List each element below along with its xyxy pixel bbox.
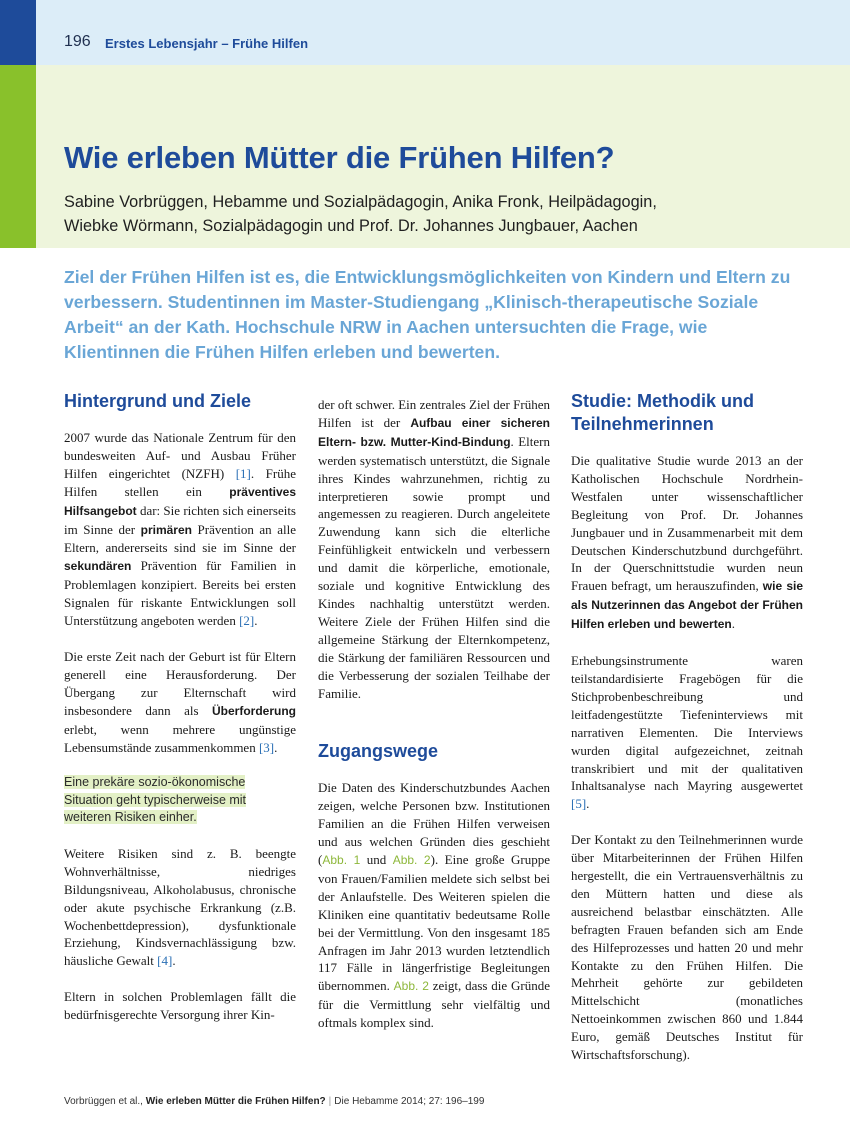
reference-link[interactable]: [1] xyxy=(235,465,251,481)
reference-link[interactable]: [4] xyxy=(157,953,173,969)
lead-paragraph: Ziel der Frühen Hilfen ist es, die Entwicklungsmöglichkeiten von Kindern und Eltern zu verbessern. Studentinnen im Master-Studiengang „Klinisch-therapeutische Soziale Arbeit“ an der Kath. Hochschule NRW in Aachen untersuchten die Frage, wie Klientinnen die Frühen Hilfen erleben und bewerten. xyxy=(64,267,791,362)
section-heading-hintergrund: Hintergrund und Ziele xyxy=(64,391,251,411)
column-3 xyxy=(571,390,803,1082)
paragraph: Erhebungsinstrumente waren teilstandardisierte Fragebögen für die Stichprobenbeschreibung und leitfadengestützte Tiefeninterviews mit narrativen Elementen. Die Interviews wurden digital aufgezeichnet, zeitnah transkribiert und mit der qualitativen Inhaltsanalyse nach Mayring ausgewertet [5]. xyxy=(571,653,803,812)
paragraph: Die erste Zeit nach der Geburt ist für Eltern generell eine Herausforderung. Der Übergang zur Elternschaft wird insbesondere dann als Überforderung erlebt, wenn mehrere ungünstige Lebensumstände zusammenkommen [3]. xyxy=(64,648,296,755)
header-accent-bar xyxy=(0,0,36,65)
authors xyxy=(64,190,824,238)
paragraph: Eltern in solchen Problemlagen fällt die bedürfnisgerechte Versorgung ihrer Kin- xyxy=(64,989,296,1023)
reference-link[interactable]: [5] xyxy=(571,796,587,812)
figure-link[interactable]: Abb. 1 xyxy=(322,853,361,868)
running-head: Erstes Lebensjahr – Frühe Hilfen xyxy=(105,36,309,51)
paragraph: der oft schwer. Ein zentrales Ziel der Frühen Hilfen ist der Aufbau einer sicheren Eltern- bzw. Mutter-Kind-Bindung. Eltern werden systematisch unterstützt, die Signale ihres Kindes wahrzunehmen, richtig zu interpretieren sowie prompt und angemessen zu reagieren. Durch angeleitete Zuwendung kann sich die elterliche Feinfühligkeit entwickeln und verbessern und damit die körperliche, emotionale, soziale und kognitive Entwicklung des Kindes nachhaltig unterstützt werden. Weitere Ziele der Frühen Hilfen sind die allgemeine Stärkung der Elternkompetenz, die Stärkung der familiären Ressourcen und die Verbesserung der sozialen Teilhabe der Familie. xyxy=(318,397,550,701)
page-number: 196 xyxy=(64,33,91,50)
column-2 xyxy=(318,396,550,1050)
authors-line-2: Wiebke Wörmann, Sozialpädagogin und Prof. Dr. Johannes Jungbauer, Aachen xyxy=(64,217,638,235)
reference-link[interactable]: [2] xyxy=(239,613,255,629)
footer-journal: Die Hebamme 2014; 27: 196–199 xyxy=(334,1096,485,1107)
title-accent-bar xyxy=(0,65,36,248)
header-band xyxy=(0,0,850,65)
paragraph: Weitere Risiken sind z. B. beengte Wohnverhältnisse, niedriges Bildungsniveau, Alkoholabusus, chronische oder akute psychische Erkrankung (z.B. Wochenbettdepression), dysfunktionale Erziehung, Kindsvernachlässigung bzw. häusliche Gewalt [4]. xyxy=(64,845,296,969)
article-title: Wie erleben Mütter die Frühen Hilfen? xyxy=(64,140,615,175)
paragraph: Der Kontakt zu den Teilnehmerinnen wurde über Mitarbeiterinnen der Frühen Hilfen hergestellt, die ein Vertrauensverhältnis zu den Müttern hatten und diese als ausreichend belastbar einschätzten. Alle befragten Frauen befanden sich am Ende des Hilfeprozesses und hatten 20 und mehr Kontakte zu den Frühen Hilfen. Die Mehrheit gehörte zur gebildeten Mittelschicht (monatliches Nettoeinkommen zwischen 860 und 1.844 Euro, gemäß Deutsches Institut für Wirtschaftsforschung). xyxy=(571,832,803,1063)
column-1 xyxy=(64,390,296,1042)
section-heading-studie: Studie: Methodik und Teilnehmerinnen xyxy=(571,391,754,434)
footer-article-title: Wie erleben Mütter die Frühen Hilfen? xyxy=(145,1096,326,1107)
figure-link[interactable]: Abb. 2 xyxy=(393,979,429,994)
paragraph: Die qualitative Studie wurde 2013 an der Katholischen Hochschule Nordrhein-Westfalen unter wissenschaftlicher Begleitung von Prof. Dr. Johannes Jungbauer und in Zusammenarbeit mit dem Deutschen Kinderschutzbund durchgeführt. In der Querschnittstudie wurden neun Frauen befragt, um herauszufinden, wie sie als Nutzerinnen das Angebot der Frühen Hilfen erleben und bewerten. xyxy=(571,453,803,632)
page-footer: Vorbrüggen et al., Wie erleben Mütter die Frühen Hilfen? | Die Hebamme 2014; 27: 196–199 xyxy=(64,1096,485,1107)
section-heading-zugangswege: Zugangswege xyxy=(318,741,439,762)
pull-quote: Eine prekäre sozio-ökonomische Situation geht typischerweise mit weiteren Risiken einher. xyxy=(64,775,247,825)
paragraph: Die Daten des Kinderschutzbundes Aachen zeigen, welche Personen bzw. Institutionen Familien an die Frühen Hilfen verweisen und aus welchen Gründen dies geschieht (Abb. 1 und Abb. 2). Eine große Gruppe von Frauen/Familien meldete sich selbst bei der Anlaufstelle. Des Weiteren spielen die Kliniken eine quantitativ bedeutsame Rolle bei der Vermittlung. Von den insgesamt 185 Anfragen im Jahr 2013 wurden letztendlich 117 Fälle in längerfristige Begleitungen übernommen. Abb. 2 zeigt, dass die Gründe für die Vermittlung sehr vielfältig und oftmals komplex sind. xyxy=(318,780,551,1031)
paragraph: 2007 wurde das Nationale Zentrum für den bundesweiten Auf- und Ausbau Früher Hilfen eingerichtet (NZFH) [1]. Frühe Hilfen stellen ein präventives Hilfsangebot dar: Sie richten sich einerseits im Sinne der primären Prävention an alle Eltern, andererseits sind sie im Sinne der sekundären Prävention für Familien in Problemlagen konzipiert. Bereits bei ersten Signalen für riskante Entwicklungen soll Unterstützung angeboten werden [2]. xyxy=(64,430,296,629)
authors-line-1: Sabine Vorbrüggen, Hebamme und Sozialpädagogin, Anika Fronk, Heilpädagogin, xyxy=(64,193,657,211)
reference-link[interactable]: [3] xyxy=(258,739,275,755)
figure-link[interactable]: Abb. 2 xyxy=(392,853,431,868)
